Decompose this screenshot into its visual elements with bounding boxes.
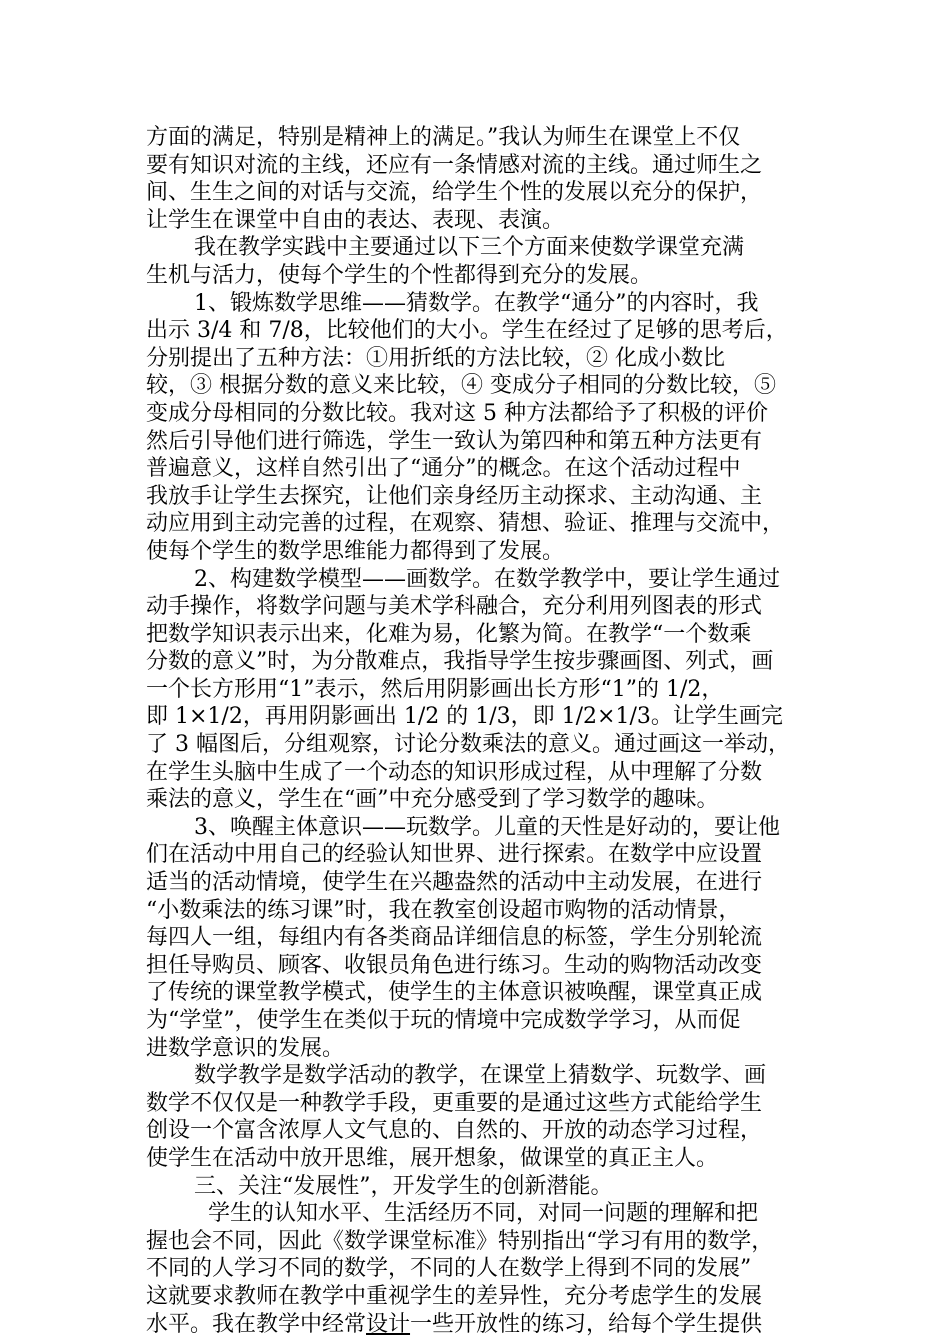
text-line: 普遍意义，这样自然引出了“通分”的概念。在这个活动过程中 [146, 456, 741, 482]
text-line: 方面的满足，特别是精神上的满足。”我认为师生在课堂上不仅 [146, 125, 741, 150]
text-line: 动手操作，将数学问题与美术学科融合，充分利用列图表的形式 [146, 594, 763, 620]
text-line: 2、构建数学模型——画数学。在数学教学中，要让学生通过 [194, 566, 780, 592]
text-line: 不同的人学习不同的数学，不同的人在数学上得到不同的发展” [146, 1256, 752, 1282]
text-line: 握也会不同，因此《数学课堂标准》特别指出“学习有用的数学， [146, 1228, 774, 1254]
text-line: 我放手让学生去探究，让他们亲身经历主动探求、主动沟通、主 [146, 483, 763, 509]
text-line: 生机与活力，使每个学生的个性都得到充分的发展。 [146, 262, 653, 288]
text-line: 了传统的课堂教学模式，使学生的主体意识被唤醒，课堂真正成 [146, 980, 763, 1006]
text-line: 即 1×1/2，再用阴影画出 1/2 的 1/3，即 1/2×1/3。让学生画完 [146, 704, 783, 730]
text-line: 出示 3/4 和 7/8，比较他们的大小。学生在经过了足够的思考后， [146, 318, 788, 344]
text-line: 学生的认知水平、生活经历不同，对同一问题的理解和把 [208, 1201, 759, 1227]
text-line: 使学生在活动中放开思维，展开想象，做课堂的真正主人。 [146, 1145, 719, 1171]
text-line: 分别提出了五种方法：①用折纸的方法比较，② 化成小数比 [146, 345, 725, 371]
text-line: “小数乘法的练习课”时，我在教室创设超市购物的活动情景， [146, 897, 741, 923]
text-line: 三、关注“发展性”，开发学生的创新潜能。 [194, 1173, 613, 1199]
text-line: 数学教学是数学活动的教学，在课堂上猜数学、玩数学、画 [194, 1063, 767, 1089]
text-line: 3、唤醒主体意识——玩数学。儿童的天性是好动的，要让他 [194, 814, 780, 840]
text-line: 动应用到主动完善的过程，在观察、猜想、验证、推理与交流中， [146, 511, 785, 537]
text-line: 让学生在课堂中自由的表达、表现、表演。 [146, 207, 565, 233]
text-segment: 一些开放性的练习，给每个学生提供 [410, 1311, 763, 1337]
design-link[interactable]: 设计 [366, 1311, 411, 1337]
text-line: 每四人一组，每组内有各类商品详细信息的标签，学生分别轮流 [146, 925, 763, 951]
text-line: 变成分母相同的分数比较。我对这 5 种方法都给予了积极的评价 [146, 400, 768, 426]
text-line: 分数的意义”时，为分散难点，我指导学生按步骤画图、列式，画 [146, 649, 774, 675]
text-line: 数学不仅仅是一种教学手段，更重要的是通过这些方式能给学生 [146, 1090, 763, 1116]
text-line: 们在活动中用自己的经验认知世界、进行探索。在数学中应设置 [146, 842, 763, 868]
text-line: 适当的活动情境，使学生在兴趣盎然的活动中主动发展，在进行 [146, 870, 763, 896]
text-line: 把数学知识表示出来，化难为易，化繁为简。在教学“一个数乘 [146, 621, 752, 647]
text-line: 进数学意识的发展。 [146, 1035, 345, 1061]
text-line: 然后引导他们进行筛选，学生一致认为第四种和第五种方法更有 [146, 428, 763, 454]
document-body [146, 124, 802, 1338]
text-line: 在学生头脑中生成了一个动态的知识形成过程，从中理解了分数 [146, 759, 763, 785]
text-line: 创设一个富含浓厚人文气息的、自然的、开放的动态学习过程， [146, 1118, 763, 1144]
text-line: 乘法的意义，学生在“画”中充分感受到了学习数学的趣味。 [146, 787, 719, 813]
text-line: 为“学堂”，使学生在类似于玩的情境中完成数学学习，从而促 [146, 1008, 741, 1033]
text-line: 间、生生之间的对话与交流，给学生个性的发展以充分的保护， [146, 180, 763, 206]
text-line: 了 3 幅图后，分组观察，讨论分数乘法的意义。通过画这一举动， [146, 732, 790, 758]
text-line: 较，③ 根据分数的意义来比较，④ 变成分子相同的分数比较，⑤ [146, 373, 776, 399]
text-segment: 水平。我在教学中经常 [146, 1311, 367, 1337]
text-line: 要有知识对流的主线，还应有一条情感对流的主线。通过师生之 [146, 152, 763, 178]
text-line-last [146, 1311, 802, 1339]
text-line: 担任导购员、顾客、收银员角色进行练习。生动的购物活动改变 [146, 952, 763, 978]
text-line: 一个长方形用“1”表示，然后用阴影画出长方形“1”的 1/2， [146, 676, 724, 702]
text-line: 我在教学实践中主要通过以下三个方面来使数学课堂充满 [194, 235, 745, 261]
text-line: 1、锻炼数学思维——猜数学。在教学“通分”的内容时，我 [194, 290, 759, 316]
text-line: 这就要求教师在教学中重视学生的差异性，充分考虑学生的发展 [146, 1283, 763, 1309]
text-line: 使每个学生的数学思维能力都得到了发展。 [146, 538, 565, 564]
